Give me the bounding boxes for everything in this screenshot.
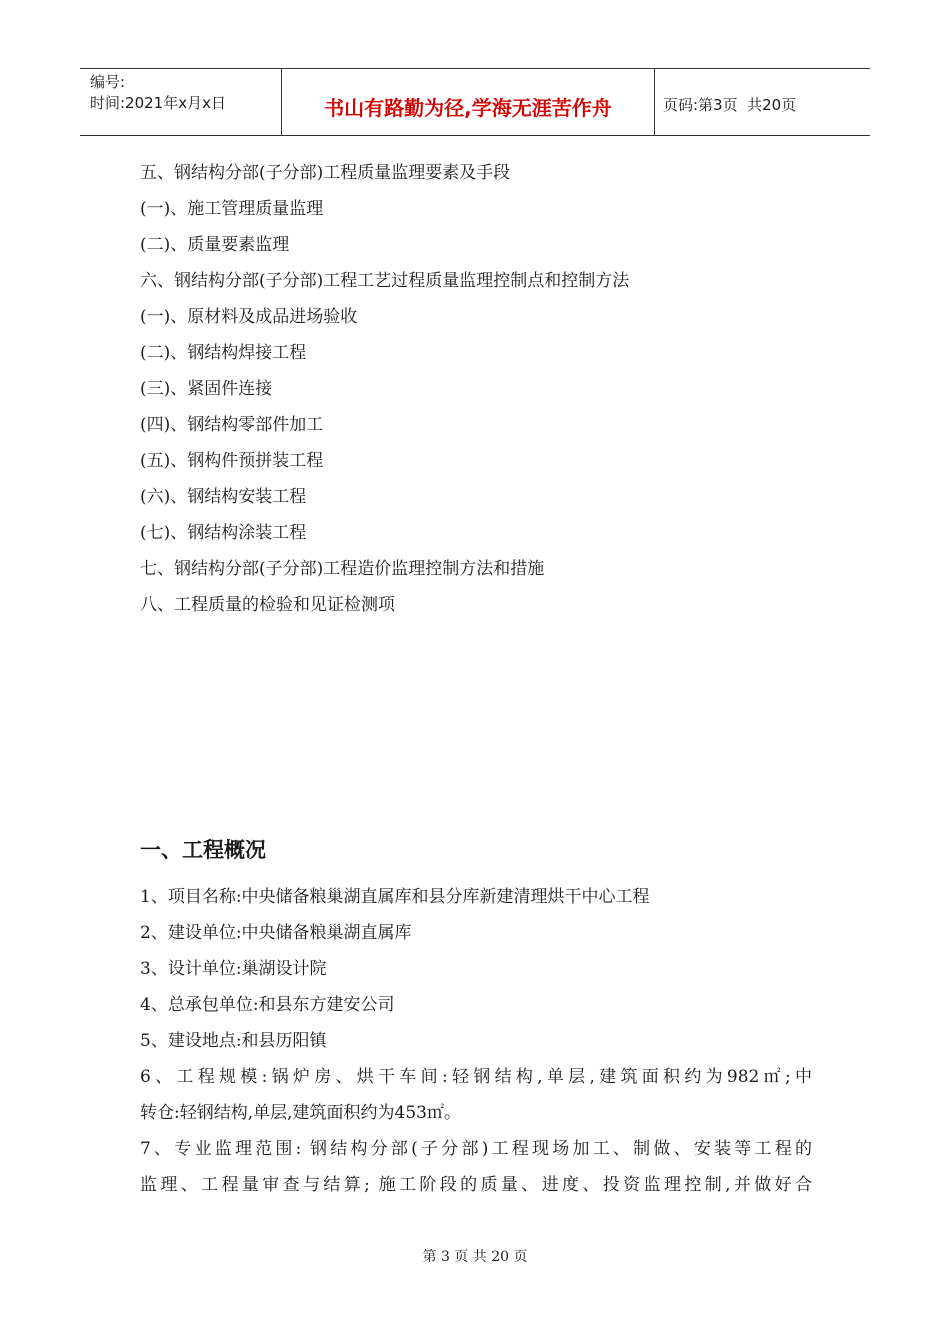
page-footer: 第 3 页 共 20 页 — [422, 1249, 528, 1265]
toc-item: (六)、钢结构安装工程 — [140, 487, 307, 507]
toc-item: 五、钢结构分部(子分部)工程质量监理要素及手段 — [140, 163, 511, 183]
toc-item: (二)、质量要素监理 — [140, 235, 290, 255]
body-line: 监理、工程量审查与结算; 施工阶段的质量、进度、投资监理控制,并做好合 — [140, 1175, 812, 1195]
serial-label: 编号: — [90, 73, 126, 91]
body-line: 转仓:轻钢结构,单层,建筑面积约为453㎡。 — [140, 1103, 461, 1123]
body-line: 1、项目名称:中央储备粮巢湖直属库和县分库新建清理烘干中心工程 — [140, 887, 650, 907]
toc-item: 六、钢结构分部(子分部)工程工艺过程质量监理控制点和控制方法 — [140, 271, 630, 291]
body-line: 7、专业监理范围: 钢结构分部(子分部)工程现场加工、制做、安装等工程的 — [140, 1139, 812, 1159]
toc-item: (三)、紧固件连接 — [140, 379, 273, 399]
toc-item: (一)、施工管理质量监理 — [140, 199, 324, 219]
toc-item: (七)、钢结构涂装工程 — [140, 523, 307, 543]
motto-text: 书山有路勤为径,学海无涯苦作舟 — [324, 95, 612, 120]
page-code: 页码:第3页 共20页 — [663, 95, 797, 114]
header-page-cell — [655, 69, 870, 135]
toc-item: (四)、钢结构零部件加工 — [140, 415, 324, 435]
toc-item: 八、工程质量的检验和见证检测项 — [140, 595, 395, 615]
table-of-contents — [140, 158, 840, 626]
body-line: 6、工程规模:锅炉房、烘干车间:轻钢结构,单层,建筑面积约为982㎡;中 — [140, 1067, 812, 1087]
time-label: 时间:2021年x月x日 — [90, 94, 226, 112]
toc-item: 七、钢结构分部(子分部)工程造价监理控制方法和措施 — [140, 559, 545, 579]
body-line: 4、总承包单位:和县东方建安公司 — [140, 995, 395, 1015]
header-motto-cell — [282, 69, 655, 135]
toc-item: (一)、原材料及成品进场验收 — [140, 307, 358, 327]
section-body — [140, 882, 812, 1206]
page-header — [80, 68, 870, 136]
body-line: 5、建设地点:和县历阳镇 — [140, 1031, 327, 1051]
body-line: 3、设计单位:巢湖设计院 — [140, 959, 327, 979]
header-info-cell — [80, 69, 282, 135]
section-heading: 一、工程概况 — [140, 838, 266, 862]
toc-item: (二)、钢结构焊接工程 — [140, 343, 307, 363]
body-line: 2、建设单位:中央储备粮巢湖直属库 — [140, 923, 412, 943]
toc-item: (五)、钢构件预拼装工程 — [140, 451, 324, 471]
